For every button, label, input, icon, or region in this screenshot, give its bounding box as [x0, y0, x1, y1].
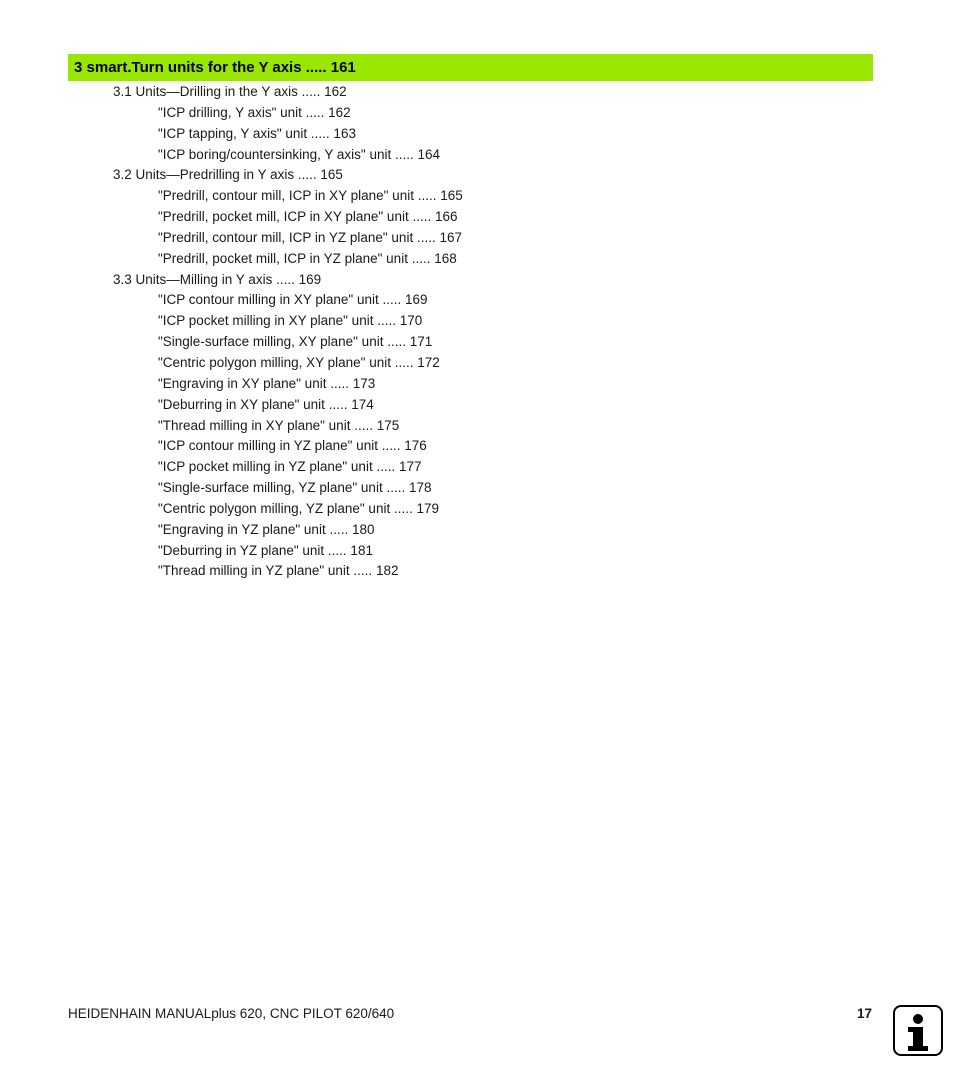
- toc-unit-entry: "Deburring in XY plane" unit ..... 174: [158, 396, 374, 412]
- toc-unit-entry: "Predrill, pocket mill, ICP in YZ plane" unit ..... 168: [158, 250, 457, 266]
- toc-unit-entry: "ICP drilling, Y axis" unit ..... 162: [158, 104, 351, 120]
- toc-unit-entry: "Centric polygon milling, YZ plane" unit ..... 179: [158, 500, 439, 516]
- toc-unit-entry: "Centric polygon milling, XY plane" unit ..... 172: [158, 354, 440, 370]
- toc-unit-entry: "Predrill, contour mill, ICP in YZ plane" unit ..... 167: [158, 229, 462, 245]
- toc-section-entry: 3.2 Units—Predrilling in Y axis ..... 165: [113, 167, 343, 183]
- toc-unit-entry: "Predrill, contour mill, ICP in XY plane" unit ..... 165: [158, 188, 463, 204]
- toc-unit-entry: "Deburring in YZ plane" unit ..... 181: [158, 542, 373, 558]
- toc-unit-entry: "ICP tapping, Y axis" unit ..... 163: [158, 125, 356, 141]
- page-number: 17: [857, 1006, 873, 1021]
- info-icon-glyph: [895, 1007, 941, 1054]
- toc-section-entry: 3.1 Units—Drilling in the Y axis ..... 162: [113, 84, 347, 99]
- toc-unit-entry: "ICP pocket milling in YZ plane" unit ..... 177: [158, 459, 422, 475]
- info-icon: [893, 1005, 943, 1056]
- toc-section-entry: 3.3 Units—Milling in Y axis ..... 169: [113, 271, 322, 287]
- toc-unit-entry: "ICP contour milling in XY plane" unit ..... 169: [158, 292, 428, 308]
- table-of-contents: [0, 82, 463, 582]
- toc-unit-entry: "ICP contour milling in YZ plane" unit ..... 176: [158, 438, 427, 454]
- toc-unit-entry: "Engraving in XY plane" unit ..... 173: [158, 375, 376, 391]
- toc-unit-entry: "Predrill, pocket mill, ICP in XY plane" unit ..... 166: [158, 209, 458, 225]
- toc-unit-entry: "Engraving in YZ plane" unit ..... 180: [158, 521, 375, 537]
- toc-unit-entry: "ICP boring/countersinking, Y axis" unit ..... 164: [158, 146, 440, 162]
- toc-unit-entry: "Thread milling in YZ plane" unit ..... 182: [158, 563, 399, 579]
- footer-title: HEIDENHAIN MANUALplus 620, CNC PILOT 620/640: [68, 1006, 395, 1021]
- toc-unit-entry: "Single-surface milling, YZ plane" unit ..... 178: [158, 480, 432, 496]
- toc-unit-entry: "Thread milling in XY plane" unit ..... 175: [158, 417, 400, 433]
- chapter-heading: 3 smart.Turn units for the Y axis ..... 161: [68, 54, 873, 81]
- toc-unit-entry: "ICP pocket milling in XY plane" unit ..... 170: [158, 313, 423, 329]
- toc-unit-entry: "Single-surface milling, XY plane" unit ..... 171: [158, 334, 433, 350]
